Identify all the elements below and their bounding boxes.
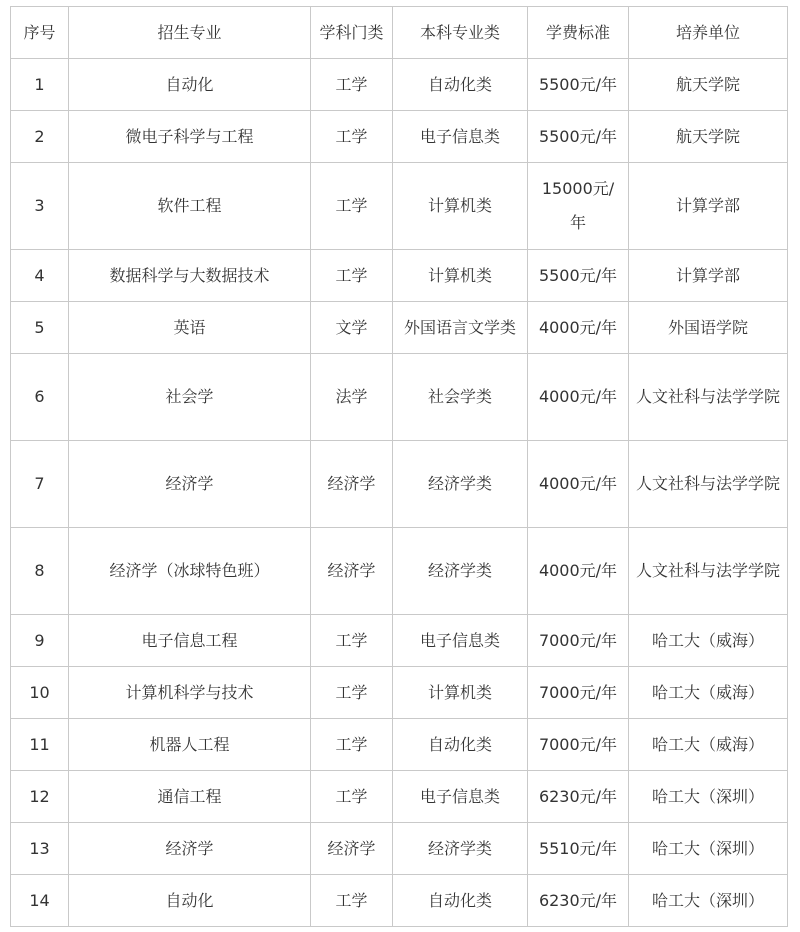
- cell-category: 电子信息类: [393, 111, 528, 163]
- cell-unit: 哈工大（深圳）: [629, 771, 788, 823]
- table-header-row: [11, 7, 788, 59]
- cell-index: 9: [11, 615, 69, 667]
- cell-category: 经济学类: [393, 528, 528, 615]
- cell-category: 计算机类: [393, 667, 528, 719]
- table-row: [11, 823, 788, 875]
- cell-discipline: 工学: [311, 771, 393, 823]
- cell-fee: 5500元/年: [528, 111, 629, 163]
- cell-discipline: 工学: [311, 250, 393, 302]
- cell-discipline: 工学: [311, 163, 393, 250]
- cell-category: 社会学类: [393, 354, 528, 441]
- cell-major: 通信工程: [69, 771, 311, 823]
- cell-major: 微电子科学与工程: [69, 111, 311, 163]
- cell-major: 数据科学与大数据技术: [69, 250, 311, 302]
- cell-category: 计算机类: [393, 163, 528, 250]
- cell-category: 自动化类: [393, 59, 528, 111]
- table-row: [11, 59, 788, 111]
- cell-major: 软件工程: [69, 163, 311, 250]
- enrollment-table-container: [10, 6, 788, 927]
- cell-index: 14: [11, 875, 69, 927]
- cell-discipline: 工学: [311, 615, 393, 667]
- header-unit: 培养单位: [629, 7, 788, 59]
- cell-index: 5: [11, 302, 69, 354]
- cell-index: 8: [11, 528, 69, 615]
- cell-index: 2: [11, 111, 69, 163]
- cell-major: 机器人工程: [69, 719, 311, 771]
- cell-fee: 4000元/年: [528, 528, 629, 615]
- cell-discipline: 经济学: [311, 528, 393, 615]
- cell-category: 电子信息类: [393, 771, 528, 823]
- cell-unit: 人文社科与法学学院: [629, 441, 788, 528]
- cell-unit: 人文社科与法学学院: [629, 354, 788, 441]
- cell-index: 3: [11, 163, 69, 250]
- header-fee: 学费标准: [528, 7, 629, 59]
- cell-category: 外国语言文学类: [393, 302, 528, 354]
- cell-discipline: 法学: [311, 354, 393, 441]
- table-row: [11, 528, 788, 615]
- cell-unit: 哈工大（威海）: [629, 719, 788, 771]
- cell-major: 自动化: [69, 59, 311, 111]
- cell-index: 4: [11, 250, 69, 302]
- table-row: [11, 615, 788, 667]
- enrollment-table: [10, 6, 788, 927]
- cell-category: 电子信息类: [393, 615, 528, 667]
- cell-fee: 5510元/年: [528, 823, 629, 875]
- cell-unit: 计算学部: [629, 163, 788, 250]
- cell-unit: 外国语学院: [629, 302, 788, 354]
- cell-unit: 哈工大（深圳）: [629, 875, 788, 927]
- header-discipline: 学科门类: [311, 7, 393, 59]
- cell-fee: 15000元/年: [528, 163, 629, 250]
- cell-category: 经济学类: [393, 823, 528, 875]
- cell-major: 经济学（冰球特色班）: [69, 528, 311, 615]
- cell-fee: 7000元/年: [528, 667, 629, 719]
- cell-index: 7: [11, 441, 69, 528]
- table-row: [11, 302, 788, 354]
- table-row: [11, 667, 788, 719]
- cell-unit: 航天学院: [629, 59, 788, 111]
- cell-major: 经济学: [69, 823, 311, 875]
- header-index: 序号: [11, 7, 69, 59]
- cell-unit: 航天学院: [629, 111, 788, 163]
- cell-discipline: 工学: [311, 719, 393, 771]
- cell-discipline: 文学: [311, 302, 393, 354]
- cell-index: 12: [11, 771, 69, 823]
- cell-discipline: 工学: [311, 111, 393, 163]
- cell-index: 1: [11, 59, 69, 111]
- cell-unit: 人文社科与法学学院: [629, 528, 788, 615]
- cell-fee: 6230元/年: [528, 875, 629, 927]
- cell-discipline: 工学: [311, 667, 393, 719]
- cell-major: 英语: [69, 302, 311, 354]
- cell-major: 计算机科学与技术: [69, 667, 311, 719]
- cell-category: 自动化类: [393, 719, 528, 771]
- table-row: [11, 354, 788, 441]
- cell-major: 社会学: [69, 354, 311, 441]
- cell-index: 13: [11, 823, 69, 875]
- cell-fee: 5500元/年: [528, 59, 629, 111]
- cell-category: 经济学类: [393, 441, 528, 528]
- header-category: 本科专业类: [393, 7, 528, 59]
- cell-major: 自动化: [69, 875, 311, 927]
- cell-discipline: 工学: [311, 875, 393, 927]
- cell-discipline: 工学: [311, 59, 393, 111]
- table-row: [11, 441, 788, 528]
- cell-fee: 6230元/年: [528, 771, 629, 823]
- table-row: [11, 771, 788, 823]
- cell-category: 自动化类: [393, 875, 528, 927]
- cell-unit: 哈工大（深圳）: [629, 823, 788, 875]
- table-row: [11, 719, 788, 771]
- cell-fee: 4000元/年: [528, 354, 629, 441]
- cell-fee: 4000元/年: [528, 441, 629, 528]
- table-row: [11, 250, 788, 302]
- cell-major: 电子信息工程: [69, 615, 311, 667]
- cell-unit: 哈工大（威海）: [629, 667, 788, 719]
- cell-fee: 4000元/年: [528, 302, 629, 354]
- table-row: [11, 111, 788, 163]
- cell-fee: 5500元/年: [528, 250, 629, 302]
- cell-discipline: 经济学: [311, 823, 393, 875]
- table-row: [11, 875, 788, 927]
- cell-major: 经济学: [69, 441, 311, 528]
- table-row: [11, 163, 788, 250]
- cell-index: 6: [11, 354, 69, 441]
- cell-index: 11: [11, 719, 69, 771]
- cell-fee: 7000元/年: [528, 719, 629, 771]
- cell-index: 10: [11, 667, 69, 719]
- cell-category: 计算机类: [393, 250, 528, 302]
- cell-unit: 哈工大（威海）: [629, 615, 788, 667]
- header-major: 招生专业: [69, 7, 311, 59]
- cell-discipline: 经济学: [311, 441, 393, 528]
- cell-fee: 7000元/年: [528, 615, 629, 667]
- cell-unit: 计算学部: [629, 250, 788, 302]
